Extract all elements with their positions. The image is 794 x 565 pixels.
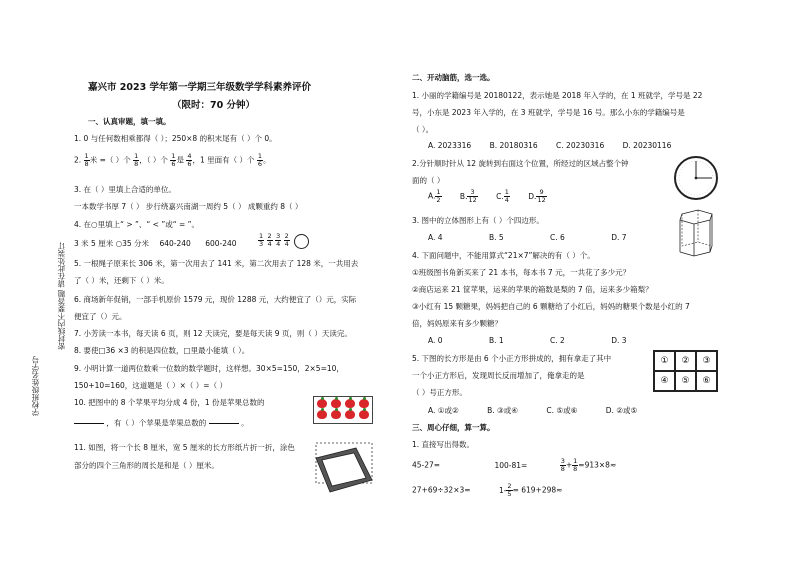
apple-icon [317,399,327,408]
question-10-cont: ，有（ ）个苹果是苹果总数的 。 [74,416,249,431]
r-question-5: 5. 下图的长方形是由 6 个小正方形拼成的，拥有拿走了其中 [412,354,612,363]
r-question-4-options: A. 0 B. 1 C. 2 D. 3 [428,336,627,345]
apple-icon [345,410,355,419]
question-5-cont: 了（ ）米，还剩下（ ）米。 [74,276,169,285]
section-2-heading: 二、开动脑筋，选一选。 [412,73,495,82]
question-9-cont: 150+10=160，这道题是（ ）×（ ）=（ ） [74,381,227,390]
grid-square-2: ② [675,351,696,371]
question-4: 4. 在○里填上“ > ”、“ < ”或“ = ”。 [74,220,200,229]
compare-circle [294,234,309,249]
calc-row-2: 27+69÷32×3= 1- $\frac{2}{5}$ = 619+298≈ [412,482,563,498]
r-question-3-options: A. 4 B. 5 C. 6 D. 7 [428,233,627,242]
grid-square-5: ⑤ [675,371,696,391]
r-question-5-options: A. ①或② B. ③或④ C. ⑤或⑥ D. ②或⑤ [428,406,638,415]
question-3: 3. 在（ ）里填上合适的单位。 [74,185,176,194]
margin-seal-notice: 密封线内不要答题 请在此处装订 [57,242,66,350]
grid-square-3: ③ [696,351,717,371]
apple-picture [313,396,373,424]
folded-rectangle-figure [312,440,378,496]
prism-figure [674,208,718,260]
question-8: 8. 要使□36 ×3 的积是四位数，□里最小能填（ ）。 [74,346,250,355]
question-6-cont: 便宜了（）元。 [74,312,127,321]
apple-icon [317,410,327,419]
grid-square-4: ④ [654,371,675,391]
r-question-2-options: A. $\frac{1}{2}$ B. $\frac{3}{12}$ C. $\frac{1}{4}$ D. $\frac{9}{12}$ [428,188,546,204]
calc-title: 1. 直接写出得数。 [412,440,475,449]
r-question-4: 4. 下面问题中，不能用算式“21×7”解决的有（ ）个。 [412,251,595,260]
r-question-5-cont2: （ ）号正方形。 [412,388,467,397]
r-question-4-item-3: ③小红有 15 颗糖果，妈妈把自己的 6 颗糖给了小红后，妈妈的糖果个数是小红的 7 [412,302,690,311]
calc-row-1: 45-27= 100-81= $\frac{3}{8}$ + $\frac{1}{8}$ =913×8≈ [412,457,617,473]
grid-square-6: ⑥ [696,371,717,391]
question-3-line: 一本数学书厚 7（ ） 步行绕嘉兴南湖一周约 5（ ） 成颗重约 8（ ） [74,202,303,211]
r-question-2-cont: 面的（ ） [412,176,445,185]
question-4-fraction-compare: $\frac{1}{3}$ $\frac{2}{4}$ $\frac{3}{4}$ $\frac{2}{4}$ [259,232,289,248]
section-3-heading: 三、周心仔细，算一算。 [412,423,495,432]
r-question-1-cont: 号，小东是 2023 年入学的，在 3 班就学，学号是 16 号。那么小东的学籍编号是 [412,108,685,117]
r-question-1-cont2: （ ）。 [412,125,434,134]
r-question-1: 1. 小丽的学籍编号是 20180122，表示她是 2018 年入学的，在 1 班就学，学号是 22 [412,91,703,100]
question-7: 7. 小芳读一本书，每天读 6 页，则 12 天读完，要是每天读 9 页，则（ ）天读完。 [74,329,352,338]
margin-student-info: 学校班级姓名学号 [31,356,40,416]
r-question-4-item-3-cont: 倍，妈妈原来有多少颗糖？ [412,319,502,328]
question-10: 10. 把图中的 8 个苹果平均分成 4 份，1 份是苹果总数的 [74,398,265,407]
r-question-2: 2.分针顺时针从 12 旋转到右面这个位置，所经过的区域占整个钟 [412,159,629,168]
r-question-3: 3. 图中的立体图形上有（ ）个四边形。 [412,216,544,225]
page-subtitle: （限时：70 分钟） [172,100,256,111]
question-9: 9. 小明计算一道两位数乘一位数的数学题时，这样想。30×5=150，2×5=10， [74,364,344,373]
apple-icon [331,410,341,419]
section-1-heading: 一、认真审题，填一填。 [88,117,171,126]
r-question-4-item-2: ②商店运来 21 筐苹果，运来的苹果的箱数是梨的 7 倍，运来多少箱梨？ [412,285,653,294]
r-question-4-item-1: ①班级图书角新买来了 21 本书，每本书 7 元，一共花了多少元？ [412,268,631,277]
question-11: 11. 如图，将一个长 8 厘米，宽 5 厘米的长方形纸片折一折，涂色 [74,443,295,452]
six-square-grid [653,350,718,392]
question-2: 2. $\frac{1}{8}$ 米 =（ ）个 $\frac{1}{8}$ ，（ ）个 $\frac{1}{6}$ 是 $\frac{4}{6}$ ，1 里面有（ ）个 $\frac{1}{6}$ 。 [74,152,271,168]
r-question-1-options: A. 2023316 B. 20180316 C. 20230316 D. 20230116 [428,141,672,150]
question-11-cont: 部分的四个三角形的周长是和是（ ）厘米。 [74,461,219,470]
grid-square-1: ① [654,351,675,371]
clock-icon [673,155,719,201]
apple-icon [345,399,355,408]
r-question-5-cont: 一个小正方形后，发现周长反而增加了，俺拿走的是 [412,371,585,380]
question-1: 1. 0 与任何数相乘都得（ ）；250×8 的积末尾有（ ）个 0。 [74,134,277,143]
question-6: 6. 商场新年促销，一部手机原价 1579 元，现价 1288 元，大约便宜了（）元，实际 [74,295,357,304]
apple-icon [359,399,369,408]
page-title: 嘉兴市 2023 学年第一学期三年级数学学科素养评价 [88,82,312,93]
question-5: 5. 一根绳子原来长 306 米，第一次用去了 141 米，第二次用去了 128 米，一共用去 [74,259,359,268]
apple-icon [331,399,341,408]
question-4-items: 3 米 5 厘米 ○35 分米 640-240 600-240 [74,239,237,248]
apple-icon [359,410,369,419]
